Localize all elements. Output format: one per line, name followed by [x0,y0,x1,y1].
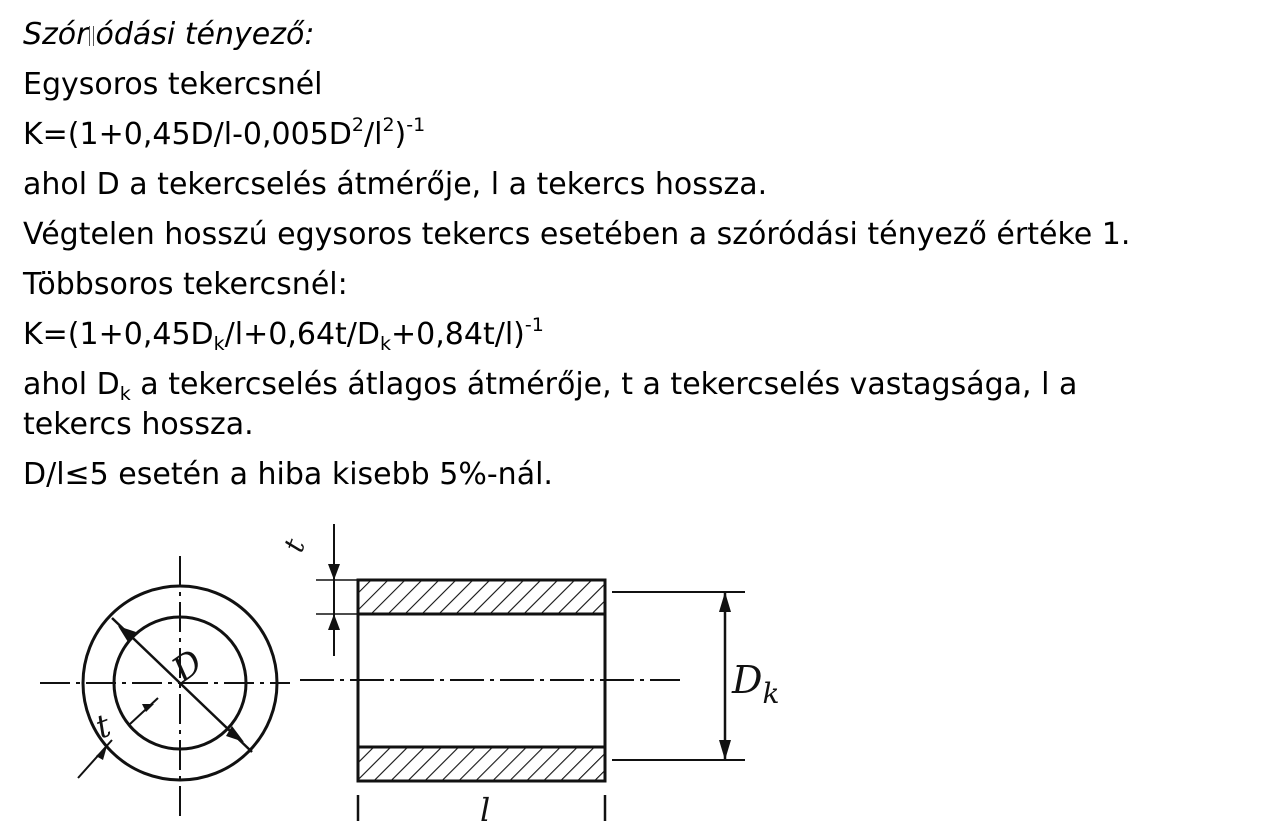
heading [23,18,314,52]
formula-main: K=(1+0,45D/l-0,005D [23,117,352,152]
where2-sub: k [119,383,131,405]
multi-layer-title: Többsoros tekercsnél: [23,267,348,302]
single-layer-title: Egysoros tekercsnél [23,67,323,102]
text-cursor-icon [89,26,94,46]
formula2-part1: K=(1+0,45D [23,317,214,352]
formula-sup-1: 2 [351,114,364,136]
coil-side-view [300,524,745,821]
multi-layer-where-line2: tekercs hossza. [23,407,254,442]
multi-layer-where [23,367,1078,405]
multi-layer-formula [23,314,544,355]
coil-drawing [0,500,1280,821]
formula-close: ) [394,117,407,152]
formula2-part2: /l+0,64t/D [224,317,381,352]
heading-text-part1: Szór [23,17,89,52]
label-mean-diameter [731,658,779,710]
where2-part1: ahol D [23,367,120,402]
where2-part2: a tekercselés átlagos átmérője, t a tekercselés vastagsága, l a [130,367,1078,402]
formula2-exponent: -1 [524,314,544,336]
single-layer-formula [23,114,426,152]
single-layer-where: ahol D a tekercselés átmérője, l a tekercs hossza. [23,167,768,202]
formula-mid: /l [363,117,383,152]
infinite-coil-note: Végtelen hosszú egysoros tekercs esetében a szóródási tényező értéke 1. [23,217,1131,252]
coil-front-view [40,556,290,821]
formula2-sub2: k [380,333,392,355]
label-dk-main: D [732,658,763,702]
formula-exponent: -1 [406,114,426,136]
formula-sup-2: 2 [382,114,395,136]
heading-text-part2: ódási tényező: [95,17,315,52]
error-note: D/l≤5 esetén a hiba kisebb 5%-nál. [23,457,553,492]
label-diameter-d: D [164,641,211,691]
label-thickness-t-side: t [276,534,312,557]
formula2-part3: +0,84t/l) [391,317,525,352]
label-thickness-t: t [90,706,116,747]
label-length-l: l [480,791,491,821]
label-dk-sub: k [762,677,780,710]
formula2-sub1: k [213,333,225,355]
